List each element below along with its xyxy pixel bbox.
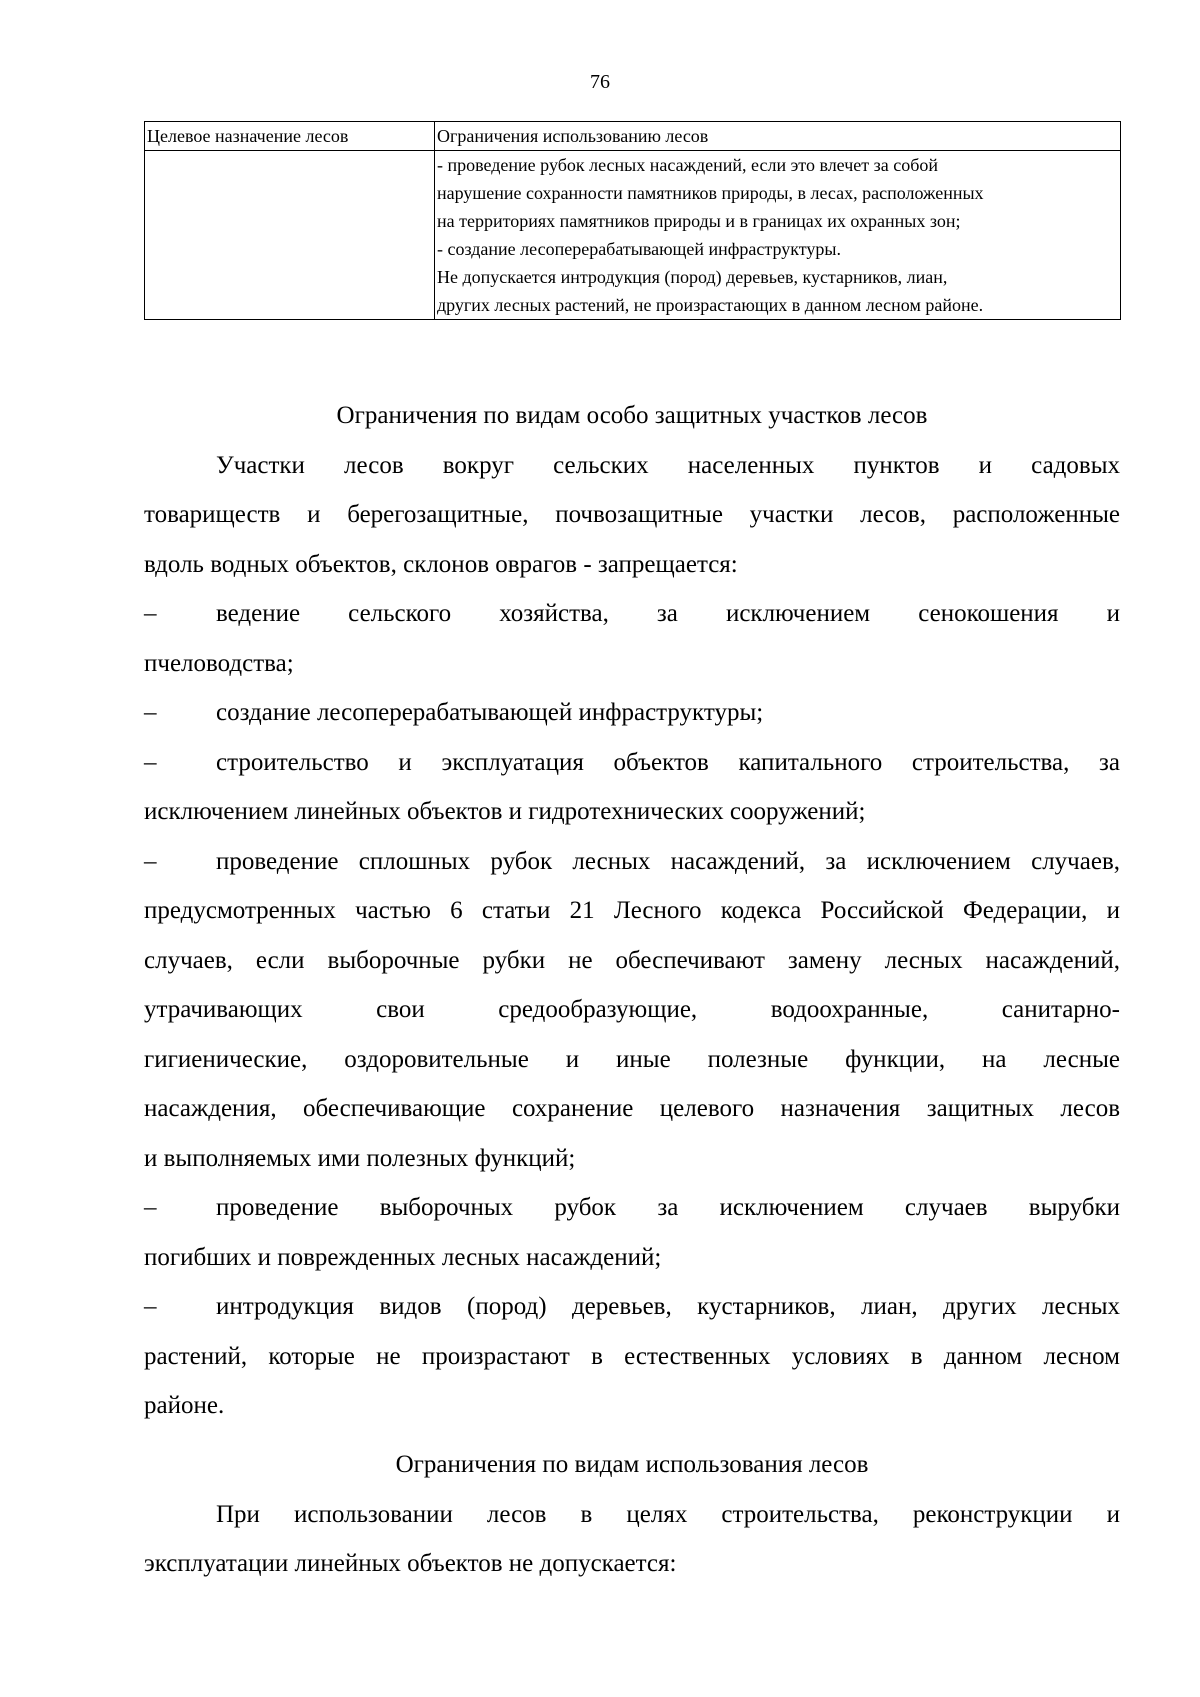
list-item-text: создание лесоперерабатывающей инфраструктуры; — [216, 699, 764, 726]
paragraph-line: вдоль водных объектов, склонов оврагов - запрещается: — [144, 550, 738, 578]
table-header-cell: Целевое назначение лесов — [145, 122, 435, 151]
list-item — [144, 688, 1120, 738]
list-item-continuation: пчеловодства; — [144, 649, 294, 677]
list-dash: – — [144, 1194, 157, 1221]
list-item-text: строительство и эксплуатация объектов капитального строительства, за — [216, 748, 1120, 776]
list-item — [144, 1183, 1120, 1233]
list-item — [144, 738, 1120, 788]
restrictions-table — [144, 121, 1121, 320]
page-number: 76 — [590, 71, 610, 93]
table-cell — [435, 151, 1121, 320]
list-dash: – — [144, 847, 157, 875]
list-item-continuation: насаждения, обеспечивающие сохранение целевого назначения защитных лесов — [144, 1095, 1120, 1122]
list-item-text: проведение выборочных рубок за исключением случаев вырубки — [216, 1194, 1120, 1221]
list-dash: – — [144, 699, 157, 726]
list-item — [144, 589, 1120, 639]
list-item-text: ведение сельского хозяйства, за исключением сенокошения и — [216, 600, 1120, 627]
list-dash: – — [144, 1293, 157, 1320]
table-header-cell: Ограничения использованию лесов — [435, 122, 1121, 151]
list-item-continuation: утрачивающих свои средообразующие, водоохранные, санитарно- — [144, 996, 1120, 1023]
list-item-continuation: гигиенические, оздоровительные и иные полезные функции, на лесные — [144, 1045, 1120, 1073]
section-protective-forests — [144, 391, 1120, 1431]
table-cell-line: нарушение сохранности памятников природы, в лесах, расположенных — [437, 183, 984, 203]
list-item-continuation: погибших и поврежденных лесных насаждений; — [144, 1243, 662, 1271]
list-item-continuation: исключением линейных объектов и гидротехнических сооружений; — [144, 798, 866, 825]
paragraph-line: При использовании лесов в целях строительства, реконструкции и — [216, 1500, 1120, 1528]
list-item-continuation: растений, которые не произрастают в естественных условиях в данном лесном — [144, 1342, 1120, 1370]
table-cell-line: других лесных растений, не произрастающих в данном лесном районе. — [437, 295, 984, 315]
table-cell-empty — [145, 151, 435, 320]
list-item-continuation: и выполняемых ими полезных функций; — [144, 1144, 576, 1172]
list-dash: – — [144, 600, 157, 627]
list-item-text: проведение сплошных рубок лесных насаждений, за исключением случаев, — [216, 847, 1120, 875]
table-cell-line: - проведение рубок лесных насаждений, если это влечет за собой — [437, 155, 939, 175]
list-item-continuation: случаев, если выборочные рубки не обеспечивают замену лесных насаждений, — [144, 946, 1120, 974]
table-cell-line: Не допускается интродукция (пород) деревьев, кустарников, лиан, — [437, 267, 948, 287]
table-header-row — [145, 122, 1121, 151]
section-forest-use — [144, 1440, 1120, 1589]
list-item — [144, 1282, 1120, 1332]
paragraph-line: товариществ и берегозащитные, почвозащитные участки лесов, расположенные — [144, 501, 1120, 528]
table-cell-line: - создание лесоперерабатывающей инфраструктуры. — [437, 239, 841, 259]
list-item-continuation: предусмотренных частью 6 статьи 21 Лесного кодекса Российской Федерации, и — [144, 897, 1120, 924]
section-heading: Ограничения по видам использования лесов — [395, 1451, 869, 1478]
list-item-continuation: районе. — [144, 1392, 225, 1419]
paragraph-line: Участки лесов вокруг сельских населенных пунктов и садовых — [216, 451, 1120, 479]
list-item-text: интродукция видов (пород) деревьев, кустарников, лиан, других лесных — [216, 1293, 1120, 1320]
table-row — [145, 151, 1121, 320]
paragraph-line: эксплуатации линейных объектов не допускается: — [144, 1550, 677, 1577]
list-item — [144, 837, 1120, 887]
section-heading: Ограничения по видам особо защитных участков лесов — [336, 402, 928, 429]
table-cell-line: на территориях памятников природы и в границах их охранных зон; — [437, 211, 961, 231]
list-dash: – — [144, 748, 157, 776]
